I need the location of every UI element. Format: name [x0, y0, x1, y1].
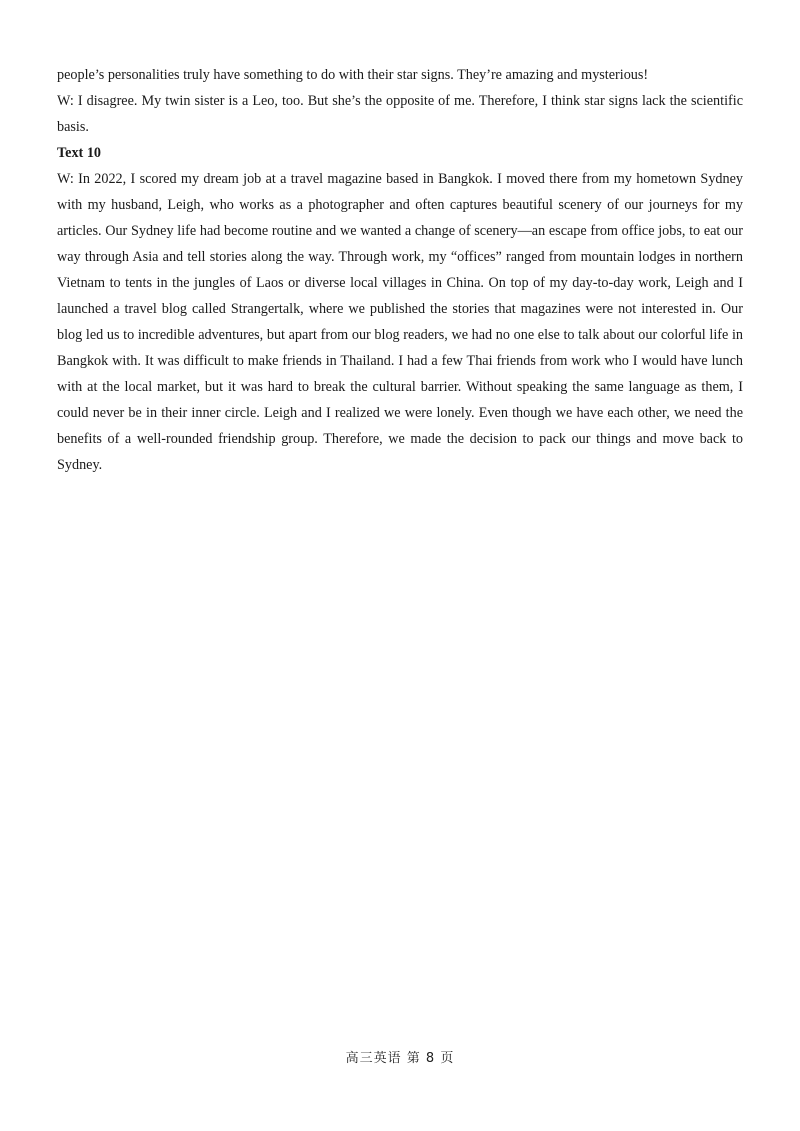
dialogue-paragraph-2: W: I disagree. My twin sister is a Leo, too. But she’s the opposite of me. Therefore, I think star signs lack the scientific basis.	[57, 93, 743, 135]
page-footer: 高三英语 第 8 页	[345, 1051, 455, 1066]
section-body: W: In 2022, I scored my dream job at a travel magazine based in Bangkok. I moved there from my hometown Sydney with my husband, Leigh, who works as a photographer and often captures beautiful scenery of our journeys for my articles. Our Sydney life had become routine and we wanted a change of scenery—an escape from office jobs, to eat our way through Asia and tell stories along the way. Through work, my “offices” ranged from mountain lodges in northern Vietnam to tents in the jungles of Laos or diverse local villages in China. On top of my day-to-day work, Leigh and I launched a travel blog called Strangertalk, where we published the stories that magazines were not interested in. Our blog led us to incredible adventures, but apart from our blog readers, we had no one else to talk about our colorful life in Bangkok with. It was difficult to make friends in Thailand. I had a few Thai friends from work who I would have lunch with at the local market, but it was hard to break the cultural barrier. Without speaking the same language as them, I could never be in their inner circle. Leigh and I realized we were lonely. Even though we have each other, we need the benefits of a well-rounded friendship group. Therefore, we made the decision to pack our things and move back to Sydney.	[57, 171, 743, 473]
page-content	[57, 62, 743, 478]
dialogue-paragraph-1: people’s personalities truly have something to do with their star signs. They’re amazing and mysterious!	[57, 67, 649, 83]
section-title: Text 10	[57, 145, 102, 161]
